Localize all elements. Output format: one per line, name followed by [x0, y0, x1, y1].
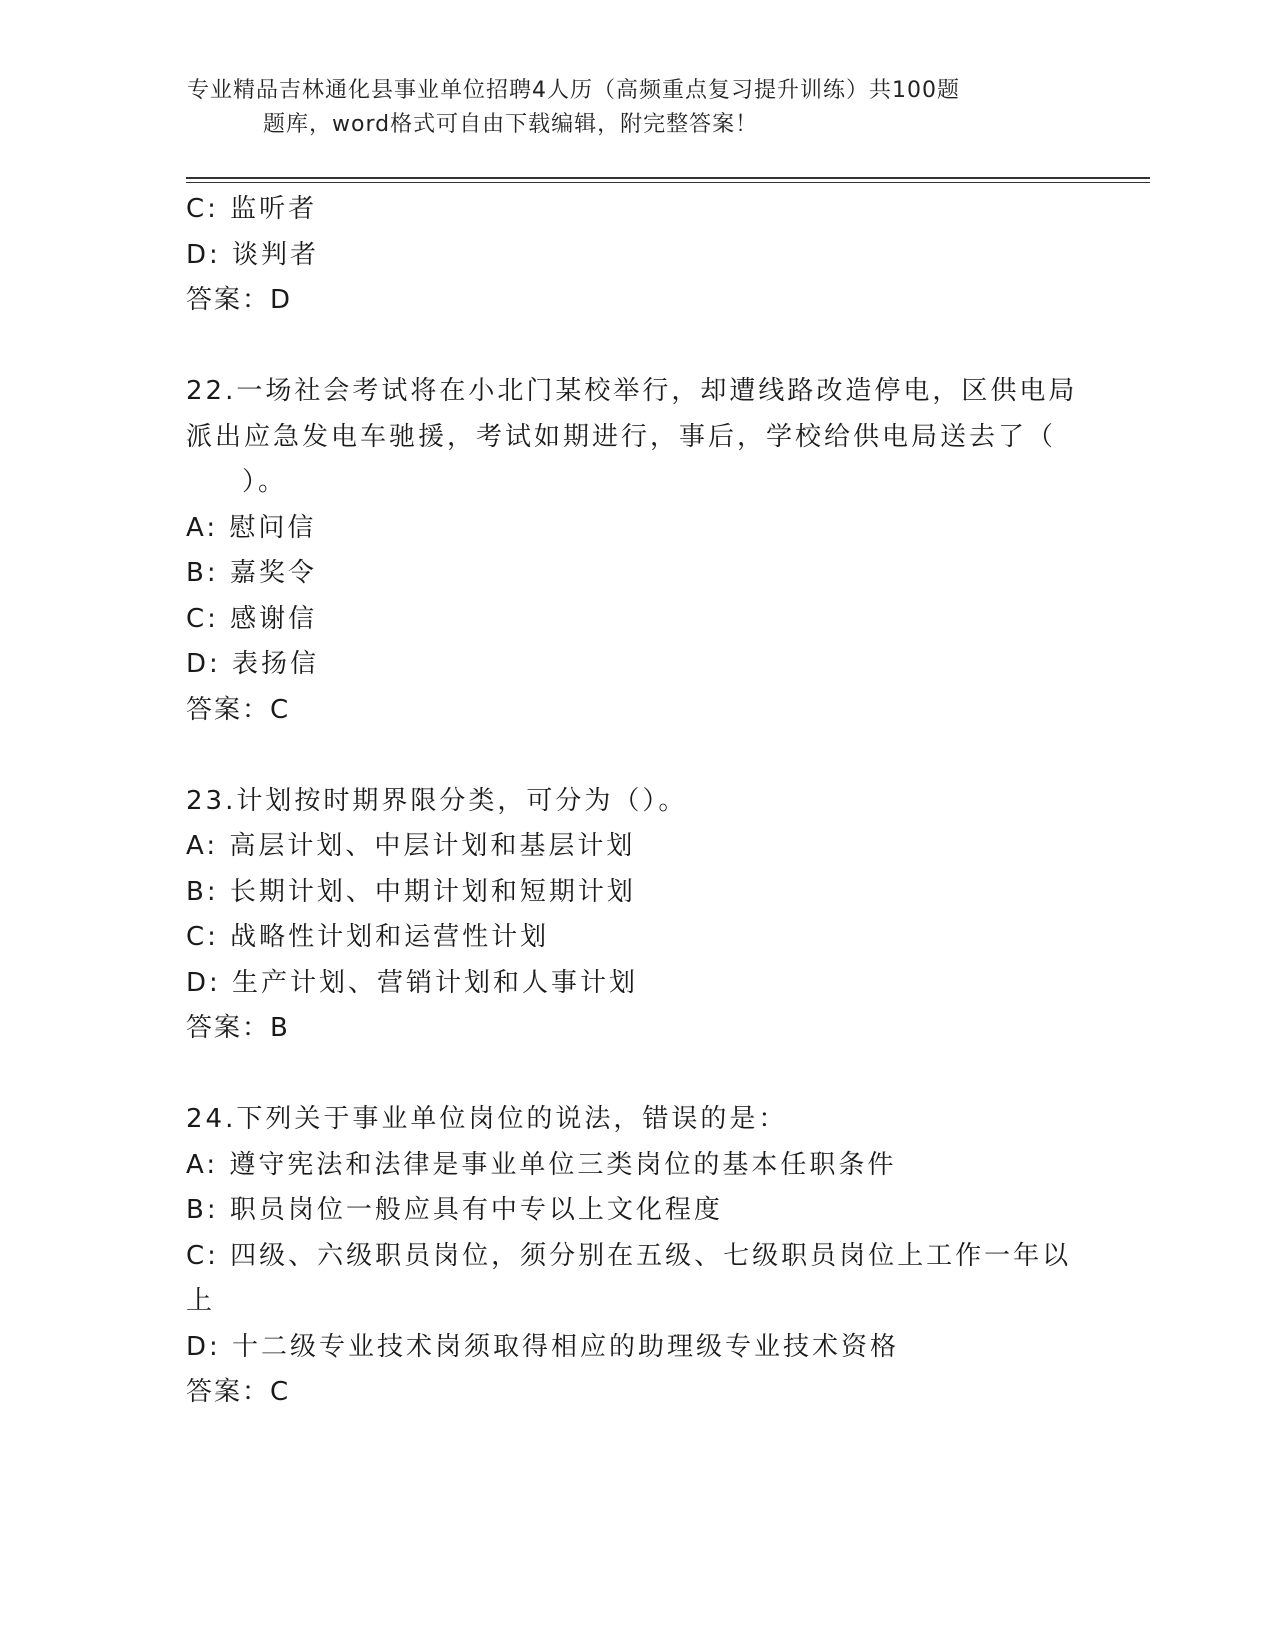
answer: 答案：C: [186, 694, 291, 725]
answer: 答案：C: [186, 1377, 291, 1407]
option-a: A: 遵守宪法和法律是事业单位三类岗位的基本任职条件: [186, 1149, 897, 1180]
option-d: D: 十二级专业技术岗须取得相应的助理级专业技术资格: [186, 1331, 900, 1362]
spacer: [186, 733, 1086, 779]
question-stem: 24.下列关于事业单位岗位的说法，错误的是：: [186, 1104, 788, 1134]
option-d: D: 表扬信: [186, 649, 320, 679]
page-header: [187, 74, 1087, 142]
question-23: [186, 779, 1086, 1052]
option-b: B: 职员岗位一般应具有中专以上文化程度: [186, 1195, 723, 1225]
question-stem: ）。: [242, 467, 288, 497]
option-a: A: 高层计划、中层计划和基层计划: [186, 831, 636, 861]
option-b: B: 长期计划、中期计划和短期计划: [186, 876, 636, 907]
header-divider-thin: [186, 182, 1150, 183]
header-title-line-1: 专业精品吉林通化县事业单位招聘4人历（高频重点复习提升训练）共100题: [187, 78, 960, 103]
option-a: A: 慰问信: [186, 512, 317, 543]
question-stem: 派出应急发电车驰援，考试如期进行，事后，学校给供电局送去了（: [186, 421, 1057, 452]
question-stem: 22.一场社会考试将在小北门某校举行，却遭线路改造停电，区供电局: [186, 376, 1078, 406]
question-21-tail: [186, 187, 1086, 324]
question-24: [186, 1097, 1086, 1416]
question-stem: 23.计划按时期界限分类，可分为（）。: [186, 785, 688, 816]
spacer: [186, 1052, 1086, 1098]
option-d: D: 生产计划、营销计划和人事计划: [186, 967, 639, 998]
option-c: C: 战略性计划和运营性计划: [186, 922, 550, 952]
spacer: [186, 324, 1086, 370]
option-d: D: 谈判者: [186, 239, 320, 270]
answer: 答案：D: [186, 285, 293, 315]
header-title-line-2: 题库，word格式可自由下载编辑，附完整答案！: [263, 112, 759, 137]
question-content: [186, 187, 1086, 1416]
question-22: [186, 369, 1086, 733]
option-c: C: 监听者: [186, 194, 318, 224]
answer: 答案：B: [186, 1013, 290, 1043]
option-c: C: 感谢信: [186, 603, 318, 634]
option-b: B: 嘉奖令: [186, 558, 317, 588]
option-c-continued: 上: [186, 1286, 216, 1316]
option-c: C: 四级、六级职员岗位，须分别在五级、七级职员岗位上工作一年以: [186, 1240, 1072, 1271]
header-divider-thick: [186, 177, 1150, 179]
